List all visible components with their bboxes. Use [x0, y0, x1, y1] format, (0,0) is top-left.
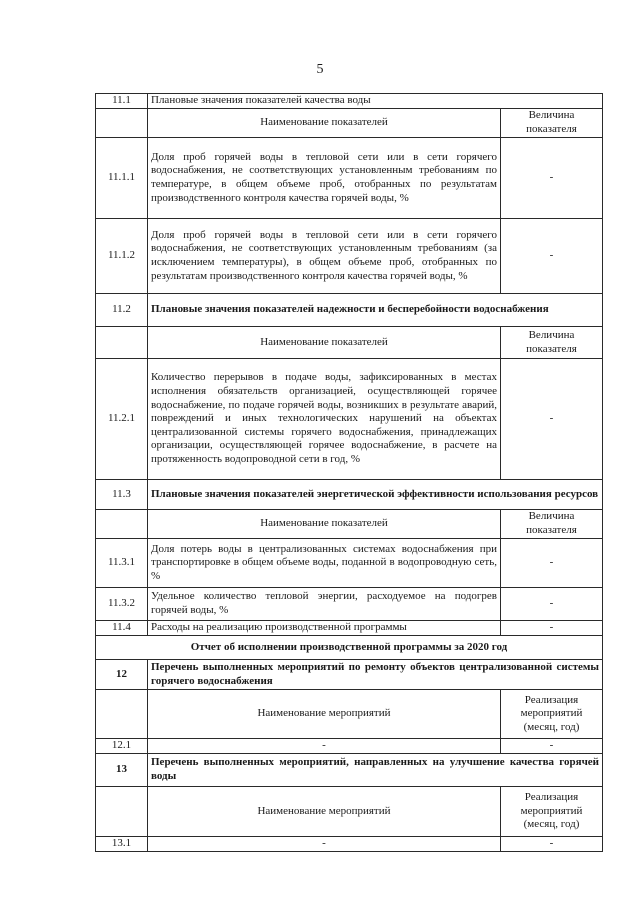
- column-header-value: Величина показателя: [501, 327, 603, 359]
- table-row: [96, 621, 603, 636]
- row-number: 12.1: [96, 739, 148, 754]
- column-header-name: Наименование мероприятий: [148, 690, 501, 739]
- section-row-11-3: [96, 480, 603, 510]
- report-title: Отчет об исполнении производственной программы за 2020 год: [96, 636, 603, 660]
- header-row: [96, 327, 603, 359]
- section-title: Перечень выполненных мероприятий по ремонту объектов централизованной системы горячего водоснабжения: [148, 660, 603, 690]
- indicator-value: -: [501, 359, 603, 480]
- event-value: -: [501, 837, 603, 852]
- section-row-11-2: [96, 294, 603, 327]
- empty-cell: [96, 510, 148, 539]
- row-number: 11.1.1: [96, 138, 148, 219]
- section-number: 11.2: [96, 294, 148, 327]
- indicator-text: Доля проб горячей воды в тепловой сети или в сети горячего водоснабжения, не соответствующих установленным требованиям (за исключением температуры), в общем объеме проб, отобранных по результатам производственного контроля качества горячей воды, %: [148, 219, 501, 294]
- section-title: Перечень выполненных мероприятий, направленных на улучшение качества горячей воды: [148, 754, 603, 787]
- section-row-11-1: [96, 94, 603, 109]
- empty-cell: [96, 690, 148, 739]
- section-title: Плановые значения показателей энергетической эффективности использования ресурсов: [148, 480, 603, 510]
- row-number: 11.3.2: [96, 588, 148, 621]
- indicator-text: Расходы на реализацию производственной программы: [148, 621, 501, 636]
- header-row: [96, 690, 603, 739]
- row-number: 13.1: [96, 837, 148, 852]
- column-header-value: Реализация мероприятий (месяц, год): [501, 787, 603, 837]
- empty-cell: [96, 109, 148, 138]
- indicator-text: Доля потерь воды в централизованных системах водоснабжения при транспортировке в общем объеме воды, поданной в водопроводную сеть, %: [148, 539, 501, 588]
- section-title: Плановые значения показателей надежности и бесперебойности водоснабжения: [148, 294, 603, 327]
- table-row: [96, 539, 603, 588]
- empty-cell: [96, 327, 148, 359]
- row-number: 11.4: [96, 621, 148, 636]
- report-title-row: [96, 636, 603, 660]
- column-header-value: Величина показателя: [501, 109, 603, 138]
- header-row: [96, 510, 603, 539]
- production-program-table: [95, 93, 603, 852]
- table-row: [96, 739, 603, 754]
- indicator-text: Доля проб горячей воды в тепловой сети или в сети горячего водоснабжения, не соответствующих установленным требованиям по температуре, в общем объеме проб, отобранных по результатам производственного контроля качества горячей воды, %: [148, 138, 501, 219]
- row-number: 11.3.1: [96, 539, 148, 588]
- section-row-13: [96, 754, 603, 787]
- table-row: [96, 138, 603, 219]
- column-header-name: Наименование показателей: [148, 327, 501, 359]
- column-header-name: Наименование мероприятий: [148, 787, 501, 837]
- row-number: 11.1.2: [96, 219, 148, 294]
- table-row: [96, 359, 603, 480]
- column-header-name: Наименование показателей: [148, 510, 501, 539]
- section-number: 12: [96, 660, 148, 690]
- row-number: 11.2.1: [96, 359, 148, 480]
- column-header-value: Величина показателя: [501, 510, 603, 539]
- indicator-text: Количество перерывов в подаче воды, зафиксированных в местах исполнения обязательств организацией, осуществляющей горячее водоснабжение, по подаче горячей воды, возникших в результате аварий, повреждений и иных технологических нарушений на объектах централизованной системы горячего водоснабжения, принадлежащих организации, осуществляющей горячее водоснабжение, в расчете на протяженность водопроводной сети в год, %: [148, 359, 501, 480]
- column-header-name: Наименование показателей: [148, 109, 501, 138]
- indicator-value: -: [501, 588, 603, 621]
- page-number: 5: [316, 62, 324, 77]
- section-number: 11.1: [96, 94, 148, 109]
- event-text: -: [148, 739, 501, 754]
- table-row: [96, 588, 603, 621]
- header-row: [96, 787, 603, 837]
- event-text: -: [148, 837, 501, 852]
- empty-cell: [96, 787, 148, 837]
- table-row: [96, 837, 603, 852]
- section-number: 11.3: [96, 480, 148, 510]
- column-header-value: Реализация мероприятий (месяц, год): [501, 690, 603, 739]
- section-number: 13: [96, 754, 148, 787]
- indicator-text: Удельное количество тепловой энергии, расходуемое на подогрев горячей воды, %: [148, 588, 501, 621]
- event-value: -: [501, 739, 603, 754]
- indicator-value: -: [501, 219, 603, 294]
- table-row: [96, 219, 603, 294]
- section-title: Плановые значения показателей качества воды: [148, 94, 603, 109]
- section-row-12: [96, 660, 603, 690]
- indicator-value: -: [501, 539, 603, 588]
- indicator-value: -: [501, 621, 603, 636]
- header-row: [96, 109, 603, 138]
- indicator-value: -: [501, 138, 603, 219]
